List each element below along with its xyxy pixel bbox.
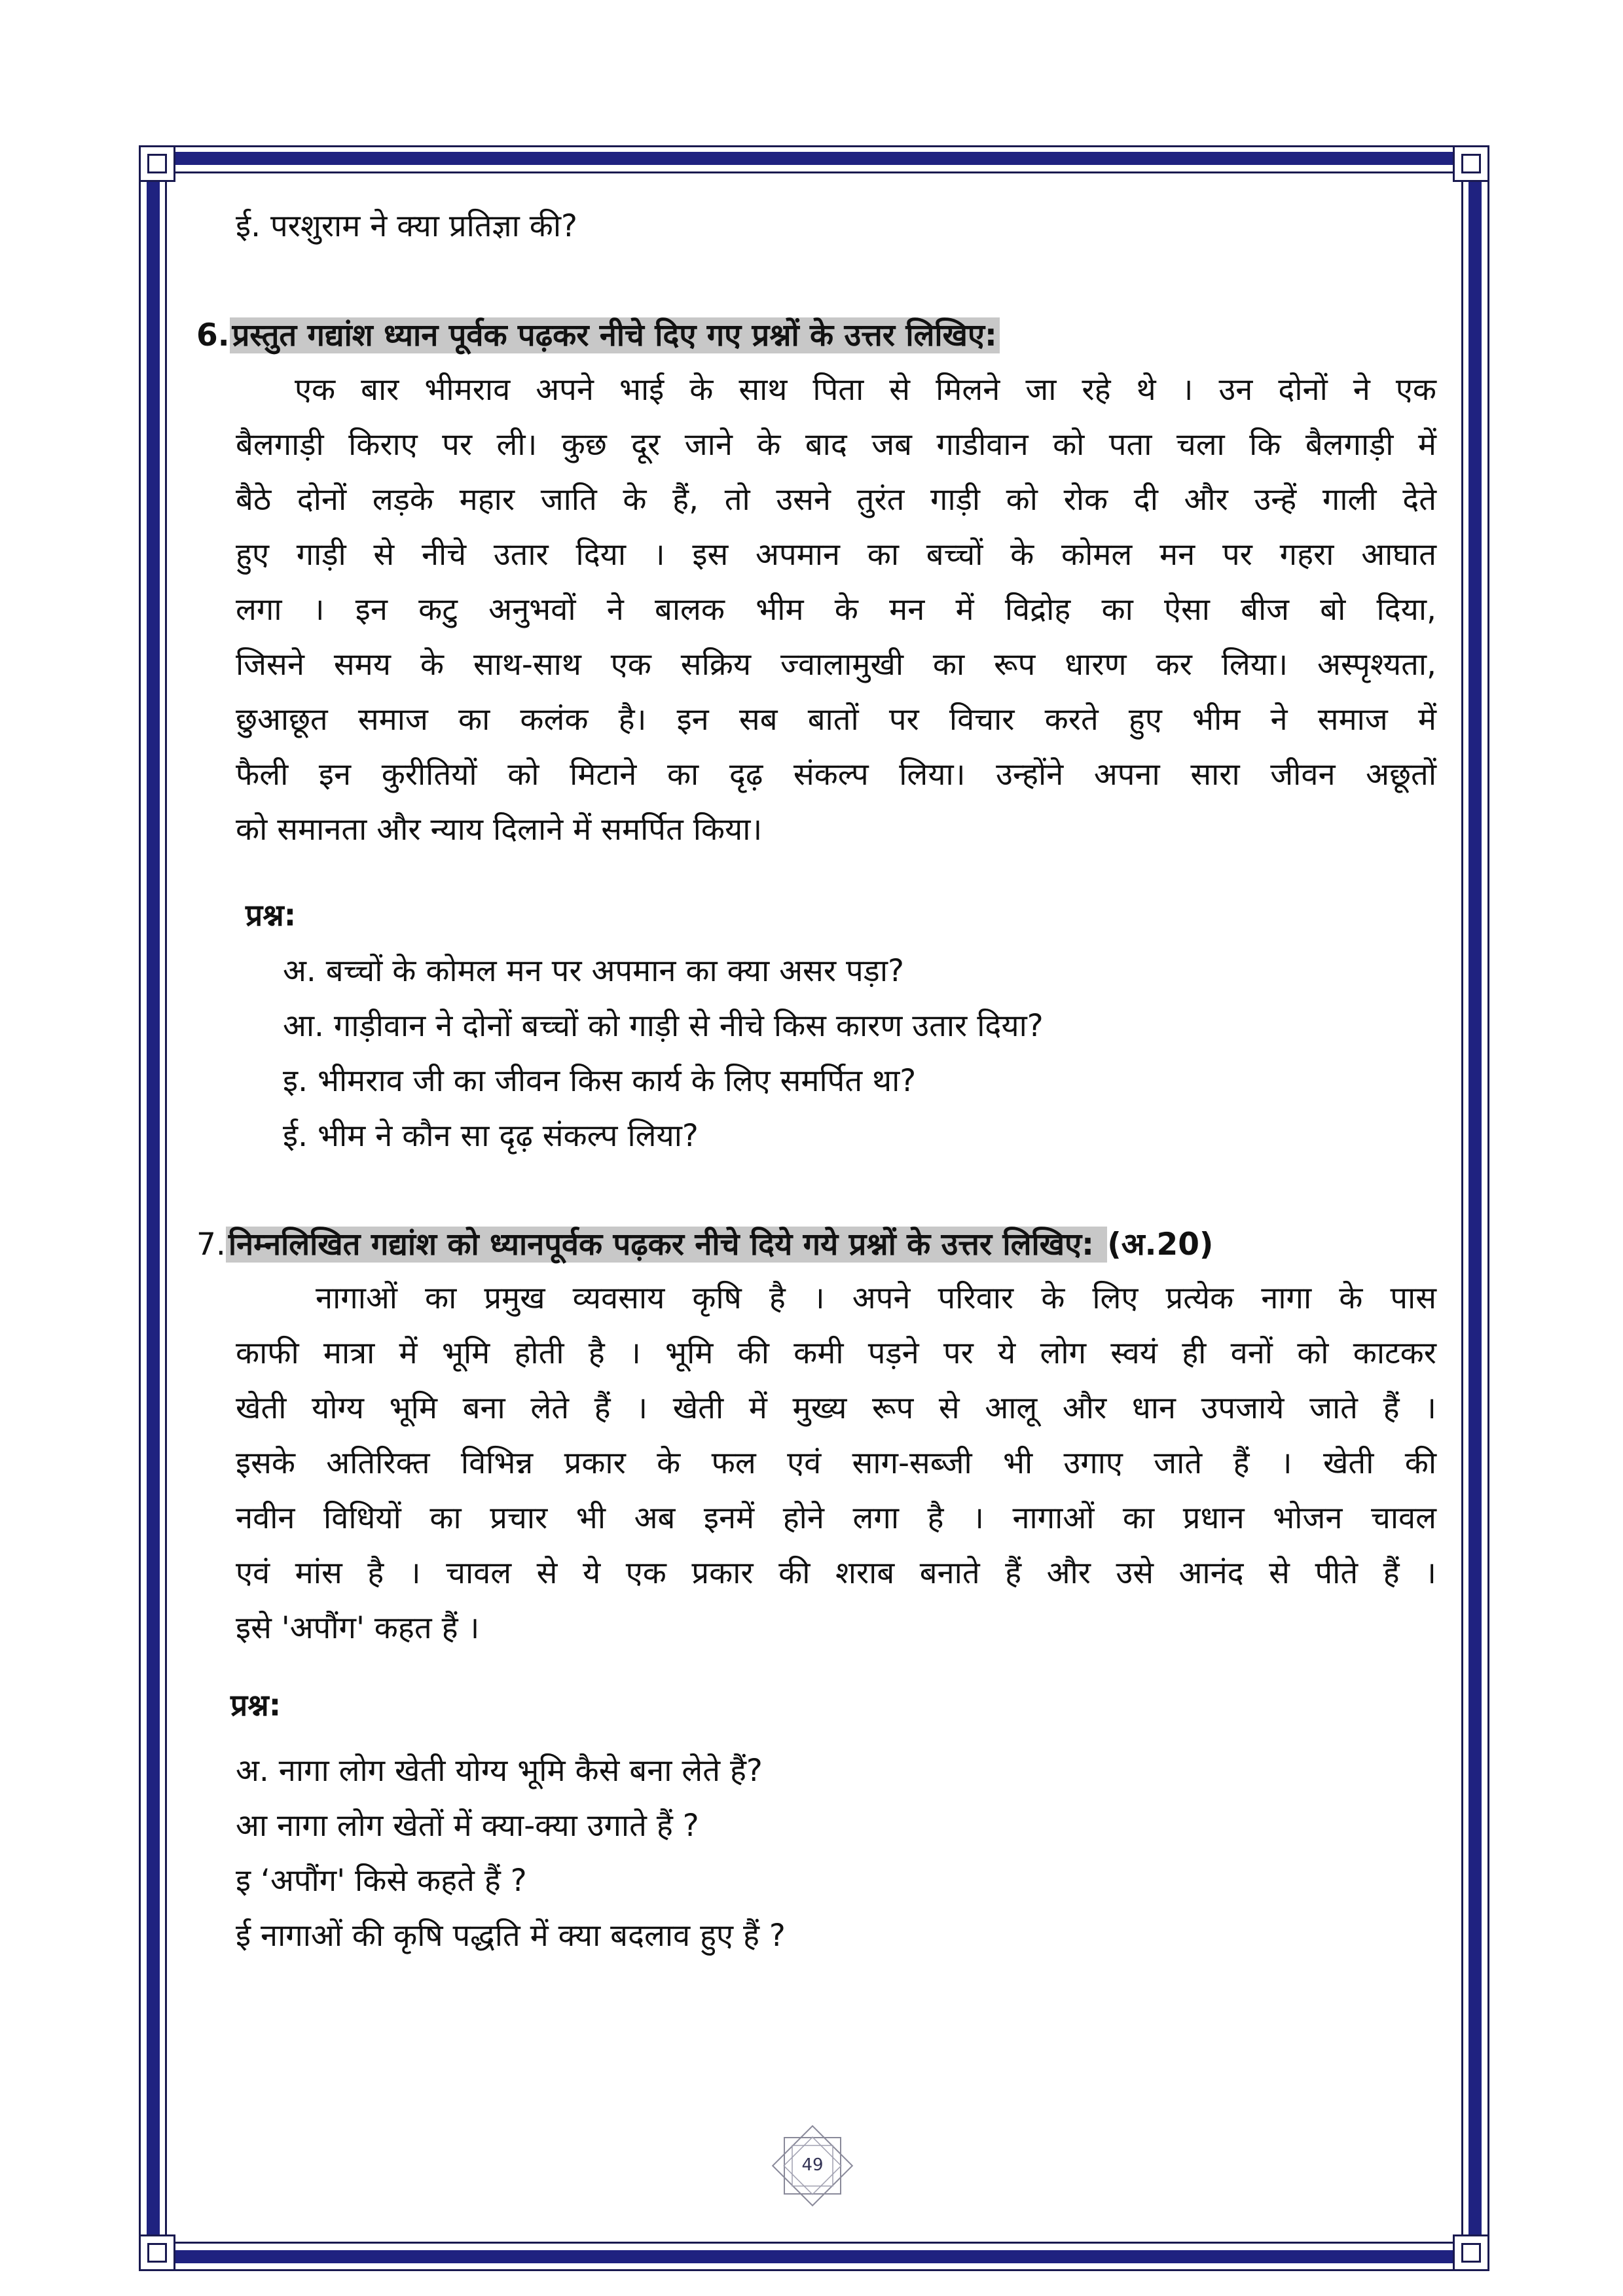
section-7-marks: (अ.20) <box>1107 1227 1214 1263</box>
passage-line: नवीन विधियों का प्रचार भी अब इनमें होने लगा है । नागाओं का प्रधान भोजन चावल <box>236 1500 1436 1536</box>
question-item: ई नागाओं की कृषि पद्धति में क्या बदलाव हुए हैं ? <box>236 1918 786 1954</box>
page-number-badge <box>770 2123 855 2208</box>
passage-line: जिसने समय के साथ-साथ एक सक्रिय ज्वालामुखी का रूप धारण कर लिया। अस्पृश्यता, <box>236 647 1436 683</box>
border-corner-top-right <box>1453 145 1489 182</box>
question-item: इ. भीमराव जी का जीवन किस कार्य के लिए समर्पित था? <box>283 1063 917 1099</box>
border-corner-top-left <box>139 145 175 182</box>
border-corner-bottom-left <box>139 2234 175 2271</box>
passage-line: एवं मांस है । चावल से ये एक प्रकार की शराब बनाते हैं और उसे आनंद से पीते हैं । <box>236 1555 1436 1591</box>
section-7-number: 7. <box>196 1227 226 1263</box>
page-number: 49 <box>801 2155 824 2175</box>
section-6-heading-text: प्रस्तुत गद्यांश ध्यान पूर्वक पढ़कर नीचे दिए गए प्रश्नों के उत्तर लिखिए: <box>230 317 1000 353</box>
previous-question: ई. परशुराम ने क्या प्रतिज्ञा की? <box>236 208 577 244</box>
border-corner-bottom-right <box>1453 2234 1489 2271</box>
passage-line: इसके अतिरिक्त विभिन्न प्रकार के फल एवं साग-सब्जी भी उगाए जाते हैं । खेती की <box>236 1445 1436 1481</box>
passage-line: बैठे दोनों लड़के महार जाति के हैं, तो उसने तुरंत गाड़ी को रोक दी और उन्हें गाली देते <box>236 482 1436 518</box>
passage-line: हुए गाड़ी से नीचे उतार दिया । इस अपमान का बच्चों के कोमल मन पर गहरा आघात <box>236 537 1436 573</box>
passage-line: छुआछूत समाज का कलंक है। इन सब बातों पर विचार करते हुए भीम ने समाज में <box>236 702 1436 738</box>
question-item: अ. बच्चों के कोमल मन पर अपमान का क्या असर पड़ा? <box>283 953 904 989</box>
passage-line: इसे 'अपौंग' कहत हैं । <box>236 1610 480 1646</box>
question-item: अ. नागा लोग खेती योग्य भूमि कैसे बना लेते हैं? <box>236 1753 763 1789</box>
passage-line: को समानता और न्याय दिलाने में समर्पित किया। <box>236 812 763 848</box>
section-7-heading <box>196 1224 1213 1266</box>
passage-line: खेती योग्य भूमि बना लेते हैं । खेती में मुख्य रूप से आलू और धान उपजाये जाते हैं । <box>236 1390 1436 1426</box>
section-6-number: 6. <box>196 317 230 353</box>
question-item: आ नागा लोग खेतों में क्या-क्या उगाते हैं ? <box>236 1808 699 1844</box>
section-6-heading <box>196 315 1000 357</box>
section-7-heading-text: निम्नलिखित गद्यांश को ध्यानपूर्वक पढ़कर नीचे दिये गये प्रश्नों के उत्तर लिखिए: <box>226 1227 1107 1263</box>
section-7-questions-label: प्रश्न: <box>230 1687 282 1723</box>
passage-line: नागाओं का प्रमुख व्यवसाय कृषि है । अपने परिवार के लिए प्रत्येक नागा के पास <box>316 1280 1436 1316</box>
passage-line: बैलगाड़ी किराए पर ली। कुछ दूर जाने के बाद जब गाडीवान को पता चला कि बैलगाड़ी में <box>236 427 1436 463</box>
passage-line: एक बार भीमराव अपने भाई के साथ पिता से मिलने जा रहे थे । उन दोनों ने एक <box>295 372 1436 408</box>
passage-line: फैली इन कुरीतियों को मिटाने का दृढ़ संकल्प लिया। उन्होंने अपना सारा जीवन अछूतों <box>236 757 1436 793</box>
question-item: इ ‘अपौंग' किसे कहते हैं ? <box>236 1863 527 1899</box>
passage-line: लगा । इन कटु अनुभवों ने बालक भीम के मन में विद्रोह का ऐसा बीज बो दिया, <box>236 592 1436 628</box>
passage-line: काफी मात्रा में भूमि होती है । भूमि की कमी पड़ने पर ये लोग स्वयं ही वनों को काटकर <box>236 1335 1436 1371</box>
section-6-questions-label: प्रश्न: <box>246 897 297 933</box>
question-item: आ. गाड़ीवान ने दोनों बच्चों को गाड़ी से नीचे किस कारण उतार दिया? <box>283 1008 1044 1044</box>
question-item: ई. भीम ने कौन सा दृढ़ संकल्प लिया? <box>283 1118 699 1154</box>
